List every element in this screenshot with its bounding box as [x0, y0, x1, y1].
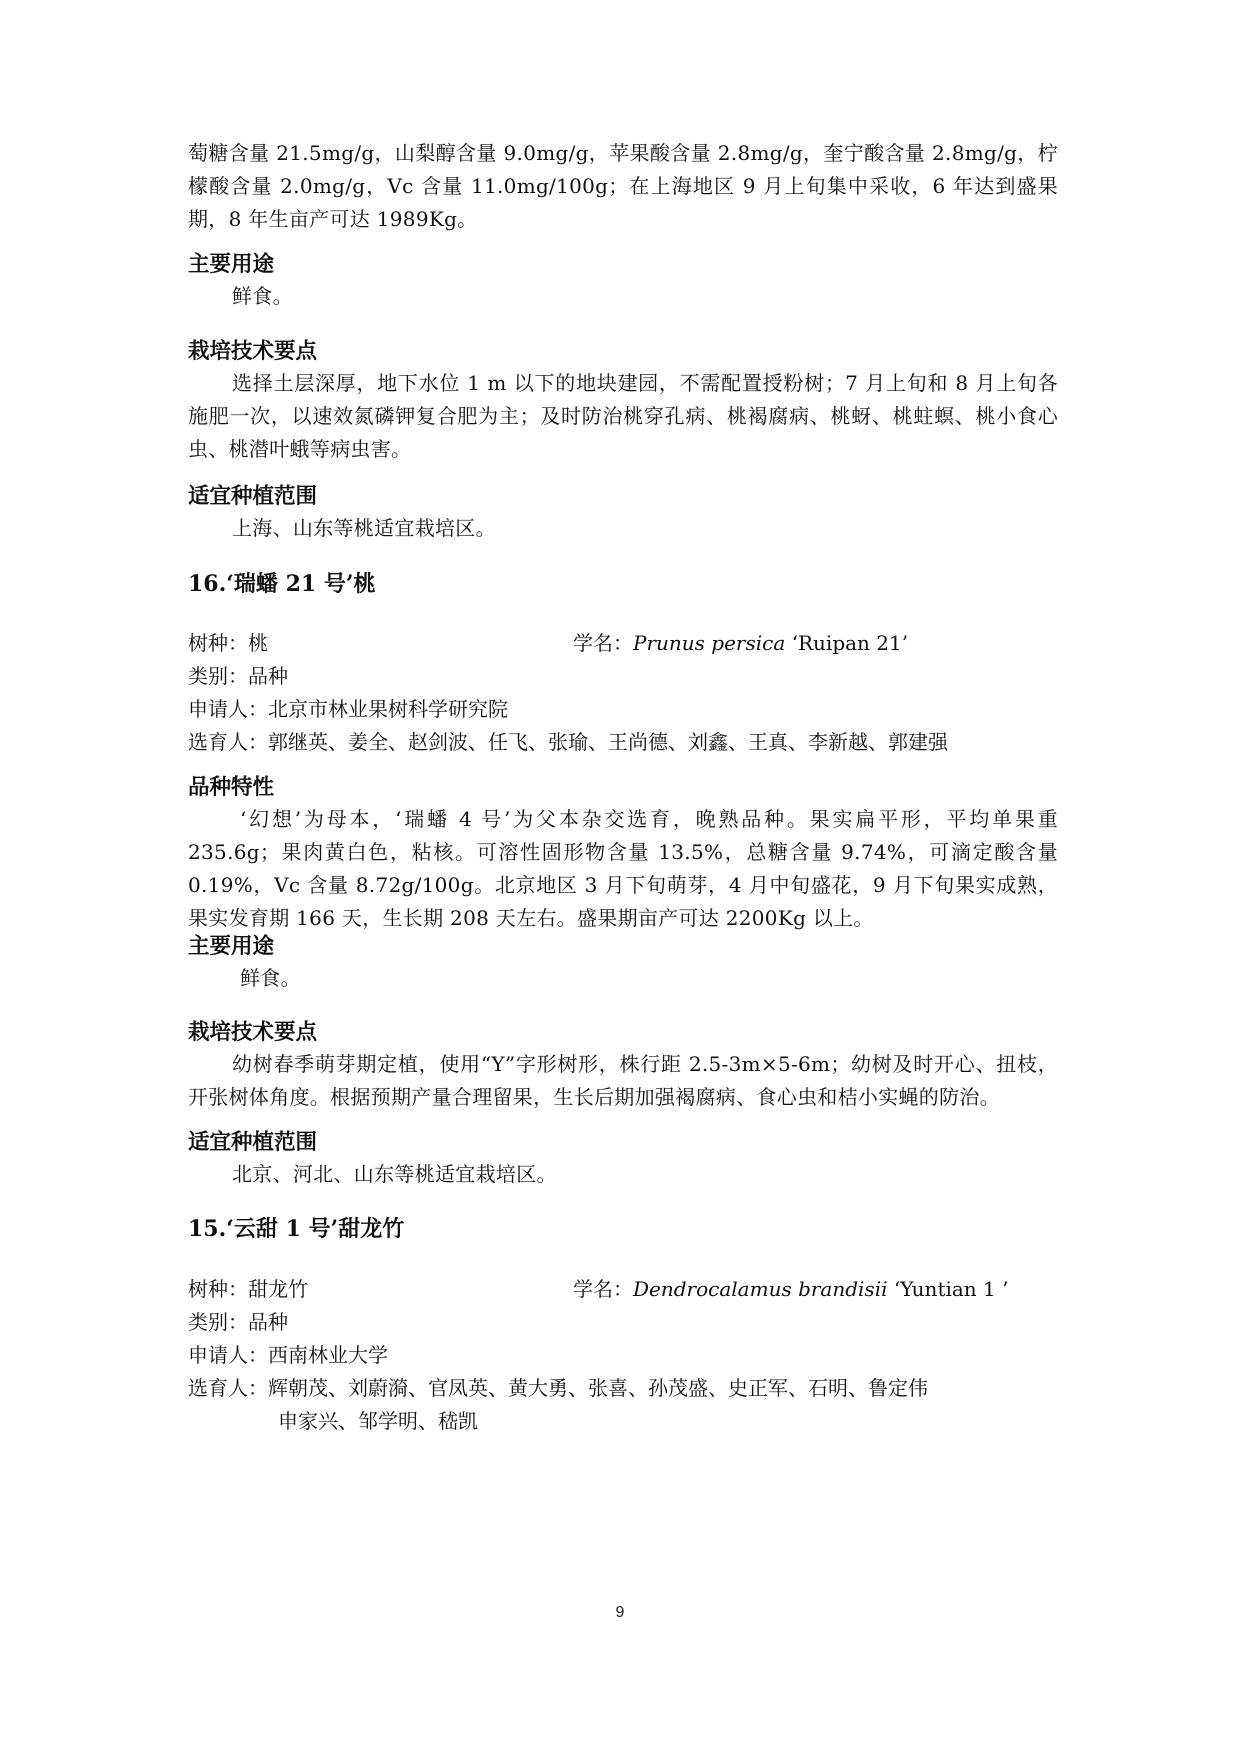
section-heading: 品种特性	[188, 775, 275, 800]
species-label: 树种：甜龙竹	[188, 1277, 308, 1301]
breeders-continuation: 申家兴、邹学明、嵇凯	[278, 1409, 478, 1433]
cultivar-name: ‘Yuntian 1 ’	[887, 1277, 1009, 1301]
entry-15-info	[188, 1273, 1058, 1438]
section-text: 幼树春季萌芽期定植，使用“Y”字形树形，株行距 2.5-3m×5-6m；幼树及时开心、扭枝，开张树体角度。根据预期产量合理留果，生长后期加强褐腐病、食心虫和桔小实蝇的防治。	[188, 1052, 1058, 1109]
range-section-a	[188, 482, 1058, 545]
entry-16-title	[188, 568, 1058, 600]
section-heading: 适宜种植范围	[188, 484, 318, 509]
cultivar-name: ‘Ruipan 21’	[785, 631, 909, 655]
scientific-name-italic: Dendrocalamus brandisii	[633, 1277, 888, 1301]
continued-paragraph: 萄糖含量 21.5mg/g，山梨醇含量 9.0mg/g，苹果酸含量 2.8mg/g，奎宁酸含量 2.8mg/g，柠檬酸含量 2.0mg/g，Vc 含量 11.0mg/100g；在上海地区 9 月上旬集中采收，6 年达到盛果期，8 年生亩产可达 1989Kg。	[188, 141, 1058, 231]
use-section-16	[188, 932, 1058, 995]
section-heading: 栽培技术要点	[188, 339, 318, 364]
section-text: 上海、山东等桃适宜栽培区。	[232, 516, 496, 540]
section-text: 选择土层深厚，地下水位 1 m 以下的地块建园，不需配置授粉树；7 月上旬和 8 月上旬各施肥一次，以速效氮磷钾复合肥为主；及时防治桃穿孔病、桃褐腐病、桃蚜、桃蛀螟、桃小食心虫、桃潜叶蛾等病虫害。	[188, 371, 1058, 461]
species-label: 树种：桃	[188, 631, 268, 655]
section-text: 北京、河北、山东等桃适宜栽培区。	[232, 1162, 557, 1186]
breeders-row: 选育人：辉朝茂、刘蔚漪、官凤英、黄大勇、张喜、孙茂盛、史正军、石明、鲁定伟	[188, 1376, 928, 1400]
scientific-name-italic: Prunus persica	[633, 631, 786, 655]
species-row	[188, 627, 1058, 660]
section-text: ‘幻想’为母本，‘瑞蟠 4 号’为父本杂交选育，晚熟品种。果实扁平形，平均单果重 235.6g；果肉黄白色，粘核。可溶性固形物含量 13.5%，总糖含量 9.74%，可滴定酸含量 0.19%，Vc 含量 8.72g/100g。北京地区 3 月下旬萌芽，4 月中旬盛花，9 月下旬果实成熟，果实发育期 166 天，生长期 208 天左右。盛果期亩产可达 2200Kg 以上。	[188, 807, 1058, 930]
range-section-16	[188, 1128, 1058, 1191]
section-heading: 主要用途	[188, 934, 275, 959]
section-text: 鲜食。	[232, 284, 293, 308]
section-text: 鲜食。	[240, 966, 301, 990]
entry-16-info	[188, 627, 1058, 759]
use-section-a	[188, 250, 1058, 313]
applicant-row: 申请人：西南林业大学	[188, 1343, 388, 1367]
entry-title: 16.‘瑞蟠 21 号’桃	[188, 571, 376, 597]
category-row: 类别：品种	[188, 1310, 288, 1334]
section-heading: 适宜种植范围	[188, 1130, 318, 1155]
continued-section	[188, 137, 1058, 236]
tech-section-16	[188, 1018, 1058, 1114]
entry-title: 15.‘云甜 1 号’甜龙竹	[188, 1216, 405, 1242]
scientific-name: 学名：Dendrocalamus brandisii ‘Yuntian 1 ’	[573, 1277, 1009, 1301]
scientific-name: 学名：Prunus persica ‘Ruipan 21’	[573, 631, 909, 655]
category-row: 类别：品种	[188, 664, 288, 688]
page-number: 9	[615, 1604, 625, 1621]
trait-section-16	[188, 773, 1058, 935]
section-heading: 栽培技术要点	[188, 1020, 318, 1045]
species-row	[188, 1273, 1058, 1306]
section-heading: 主要用途	[188, 252, 275, 277]
entry-15-title	[188, 1213, 1058, 1245]
tech-section-a	[188, 337, 1058, 466]
applicant-row: 申请人：北京市林业果树科学研究院	[188, 697, 508, 721]
breeders-row: 选育人：郭继英、姜全、赵剑波、任飞、张瑜、王尚德、刘鑫、王真、李新越、郭建强	[188, 730, 948, 754]
